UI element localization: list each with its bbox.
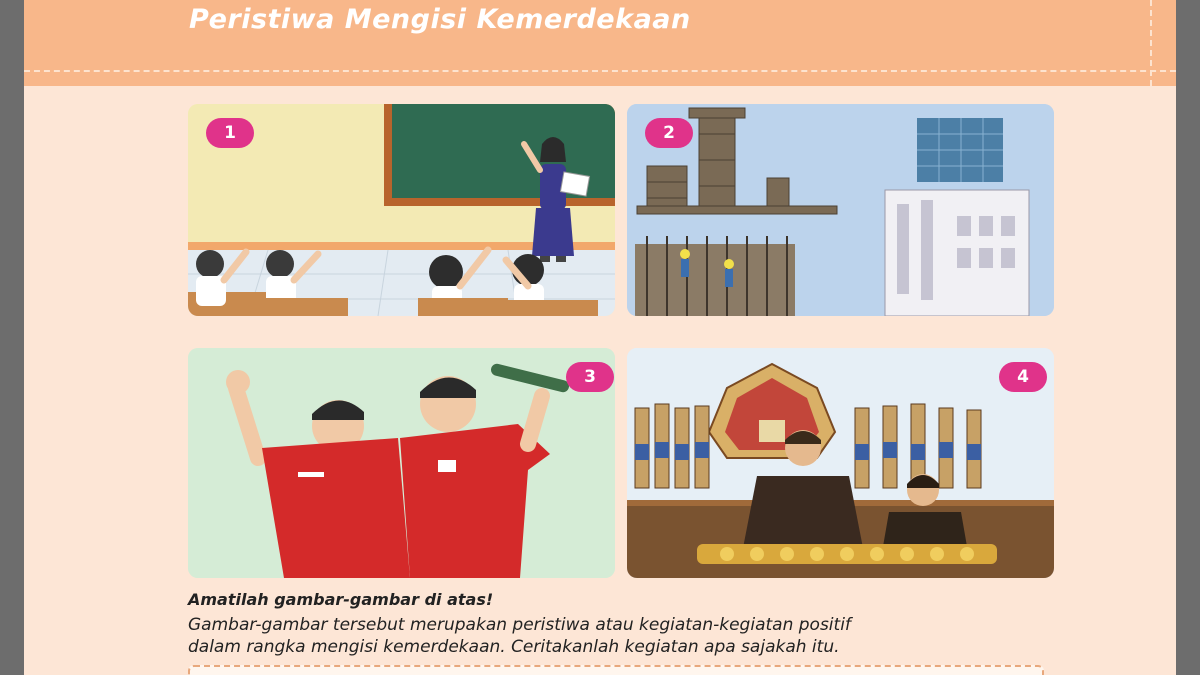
athletes-illustration bbox=[188, 348, 615, 578]
instruction-heading: Amatilah gambar-gambar di atas! bbox=[188, 590, 494, 609]
wayang-illustration bbox=[627, 348, 1054, 578]
workbook-page bbox=[24, 0, 1176, 675]
illustration-panel-2 bbox=[627, 104, 1054, 316]
panel-number-badge: 4 bbox=[999, 362, 1047, 392]
banner-divider bbox=[24, 70, 1176, 72]
title-banner bbox=[24, 0, 1176, 86]
instruction-paragraph bbox=[188, 614, 1088, 658]
answer-box[interactable] bbox=[188, 665, 1044, 675]
panel-number-badge: 2 bbox=[645, 118, 693, 148]
illustration-panel-3 bbox=[188, 348, 615, 578]
illustration-panel-1 bbox=[188, 104, 615, 316]
illustration-panel-4 bbox=[627, 348, 1054, 578]
page-title: Peristiwa Mengisi Kemerdekaan bbox=[189, 4, 691, 35]
instruction-line-2: dalam rangka mengisi kemerdekaan. Ceritakanlah kegiatan apa sajakah itu. bbox=[188, 637, 840, 657]
instruction-line-1: Gambar-gambar tersebut merupakan peristiwa atau kegiatan-kegiatan positif bbox=[188, 615, 851, 635]
panel-number-badge: 3 bbox=[566, 362, 614, 392]
panel-number-badge: 1 bbox=[206, 118, 254, 148]
banner-divider-vertical bbox=[1150, 0, 1152, 86]
